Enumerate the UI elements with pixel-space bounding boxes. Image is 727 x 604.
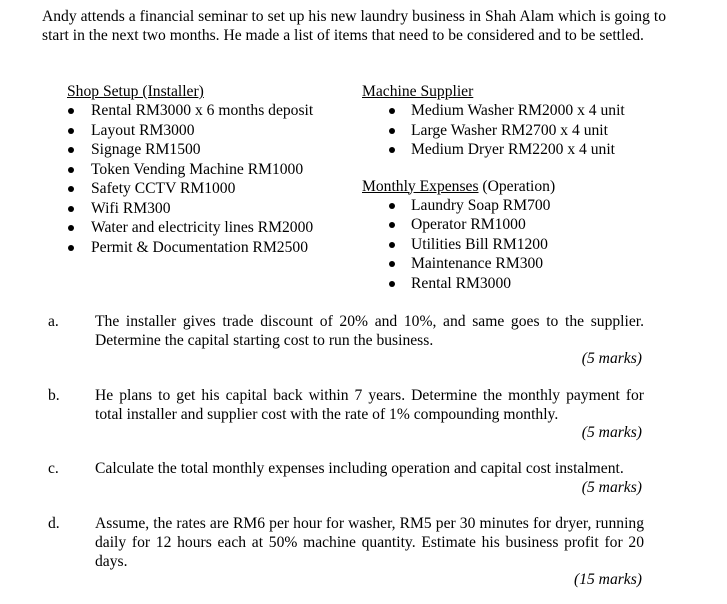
list-item: Medium Dryer RM2200 x 4 unit: [362, 140, 682, 160]
question-letter: c.: [48, 460, 59, 477]
shop-setup-section: [67, 82, 357, 257]
list-item: Layout RM3000: [67, 121, 357, 141]
list-item: Utilities Bill RM1200: [362, 235, 682, 255]
question-text: The installer gives trade discount of 20% and 10%, and same goes to the supplier. Determine the capital starting cost to run the business.: [95, 313, 644, 349]
question-marks: (15 marks): [574, 571, 642, 588]
shop-setup-title: Shop Setup (Installer): [67, 83, 204, 100]
question-text: He plans to get his capital back within 7 years. Determine the monthly payment for total installer and supplier cost with the rate of 1% compounding monthly.: [95, 387, 644, 423]
question-letter: d.: [48, 515, 60, 532]
list-item: Signage RM1500: [67, 140, 357, 160]
list-item: Wifi RM300: [67, 199, 357, 219]
question-letter: a.: [48, 313, 59, 330]
intro-paragraph: Andy attends a financial seminar to set up his new laundry business in Shah Alam which is going to start in the next two months. He made a list of items that need to be considered and to be settled.: [42, 8, 666, 44]
monthly-expenses-title-suffix: (Operation): [478, 177, 556, 195]
list-item: Laundry Soap RM700: [362, 196, 682, 216]
list-item: Permit & Documentation RM2500: [67, 238, 357, 258]
question-letter: b.: [48, 387, 60, 404]
shop-setup-list: [67, 101, 357, 257]
list-item: Token Vending Machine RM1000: [67, 160, 357, 180]
list-item: Maintenance RM300: [362, 254, 682, 274]
list-item: Water and electricity lines RM2000: [67, 218, 357, 238]
right-column: [362, 82, 682, 293]
list-item: Operator RM1000: [362, 215, 682, 235]
list-item: Rental RM3000 x 6 months deposit: [67, 101, 357, 121]
list-item: Rental RM3000: [362, 274, 682, 294]
list-item: Safety CCTV RM1000: [67, 179, 357, 199]
list-item: Medium Washer RM2000 x 4 unit: [362, 101, 682, 121]
monthly-expenses-list: [362, 196, 682, 294]
question-text: Calculate the total monthly expenses including operation and capital cost instalment.: [95, 460, 624, 477]
machine-supplier-list: [362, 101, 682, 160]
question-text: Assume, the rates are RM6 per hour for washer, RM5 per 30 minutes for dryer, running daily for 12 hours each at 50% machine quantity. Estimate his business profit for 20 days.: [95, 515, 644, 570]
question-marks: (5 marks): [581, 424, 642, 441]
list-item: Large Washer RM2700 x 4 unit: [362, 121, 682, 141]
monthly-expenses-title-main: Monthly Expenses: [362, 177, 479, 195]
question-marks: (5 marks): [581, 350, 642, 367]
machine-supplier-title: Machine Supplier: [362, 83, 474, 100]
question-marks: (5 marks): [581, 479, 642, 496]
monthly-expenses-title: [362, 177, 682, 196]
